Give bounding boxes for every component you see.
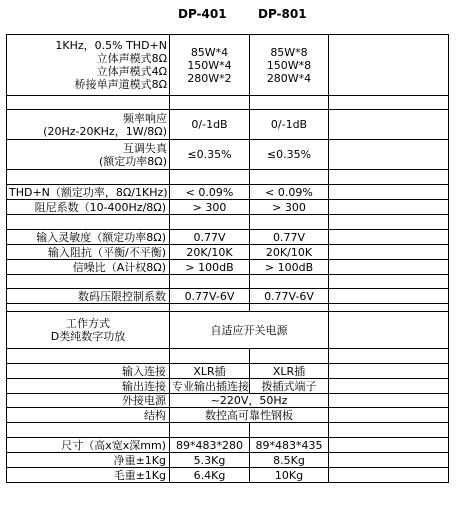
value-dp401: 89*483*280 — [170, 438, 250, 453]
spec-table — [6, 34, 449, 483]
cell-line: 85W*4 — [190, 45, 229, 59]
empty-cell — [250, 215, 329, 230]
empty-cell — [329, 170, 449, 185]
empty-cell — [329, 379, 449, 394]
empty-cell — [7, 304, 170, 312]
empty-cell — [7, 170, 170, 185]
cell-line: 280W*4 — [266, 71, 312, 85]
spec-row — [7, 364, 449, 379]
value-dp801: 拨插式端子 — [250, 379, 329, 394]
empty-cell — [329, 260, 449, 275]
empty-cell — [170, 170, 250, 185]
spec-label: 结构 — [7, 408, 170, 423]
spec-label — [7, 35, 170, 96]
spec-label: 净重±1Kg — [7, 453, 170, 468]
cell-line: 1KHz，0.5% THD+N — [55, 39, 167, 52]
spec-row — [7, 438, 449, 453]
cell-line: 0/-1dB — [191, 118, 228, 131]
empty-cell — [329, 423, 449, 438]
empty-cell — [329, 245, 449, 260]
value-dp401: 5.3Kg — [170, 453, 250, 468]
cell-line: 频率响应 — [123, 111, 167, 125]
cell-line: 150W*8 — [266, 58, 312, 72]
value-dp401 — [170, 110, 250, 140]
empty-cell — [7, 349, 170, 364]
value-dp401: < 0.09% — [170, 185, 250, 200]
value-dp801: XLR插 — [250, 364, 329, 379]
value-dp801: 10Kg — [250, 468, 329, 483]
cell-line: 工作方式 — [66, 317, 110, 330]
value-dp801 — [250, 140, 329, 170]
spec-label: 数码压限控制系数 — [7, 289, 170, 304]
spec-row — [7, 453, 449, 468]
cell-line: 立体声模式8Ω — [96, 52, 167, 65]
cell-line: (额定功率8Ω) — [99, 154, 167, 168]
cell-line: 85W*8 — [270, 45, 308, 59]
cell-line: 立体声模式4Ω — [96, 65, 167, 78]
empty-cell — [329, 230, 449, 245]
empty-cell — [7, 96, 170, 110]
value-dp801: 0.77V — [250, 230, 329, 245]
spec-label — [7, 140, 170, 170]
value-dp401: 0.77V — [170, 230, 250, 245]
value-dp401 — [170, 140, 250, 170]
value-dp401: 专业输出插连接 — [170, 379, 250, 394]
spec-label: 阻尼系数（10-400Hz/8Ω) — [7, 200, 170, 215]
empty-cell — [329, 35, 449, 96]
empty-cell — [329, 96, 449, 110]
spec-label — [7, 312, 170, 349]
empty-cell — [7, 423, 170, 438]
spec-label: 输出连接 — [7, 379, 170, 394]
empty-cell — [170, 349, 250, 364]
spec-row — [7, 245, 449, 260]
cell-line: 280W*2 — [187, 71, 232, 85]
spec-row — [7, 110, 449, 140]
spec-row — [7, 185, 449, 200]
cell-line: 桥接单声道模式8Ω — [74, 78, 167, 91]
spec-label — [7, 110, 170, 140]
empty-cell — [250, 275, 329, 289]
spec-label: 输入阻抗（平衡/不平衡) — [7, 245, 170, 260]
empty-cell — [170, 275, 250, 289]
spacer-row — [7, 96, 449, 110]
spec-label: 输入连接 — [7, 364, 170, 379]
empty-cell — [7, 215, 170, 230]
spacer-row — [7, 423, 449, 438]
spec-row — [7, 140, 449, 170]
empty-cell — [170, 304, 250, 312]
spec-label: 输入灵敏度（额定功率8Ω) — [7, 230, 170, 245]
value-dp401: > 100dB — [170, 260, 250, 275]
empty-cell — [170, 96, 250, 110]
spec-row — [7, 394, 449, 408]
empty-cell — [329, 394, 449, 408]
value-dp801: < 0.09% — [250, 185, 329, 200]
spec-label: 尺寸（高x宽x深mm) — [7, 438, 170, 453]
empty-cell — [250, 423, 329, 438]
value-dp401: 0.77V-6V — [170, 289, 250, 304]
spec-row — [7, 468, 449, 483]
spacer-row — [7, 349, 449, 364]
spacer-row — [7, 170, 449, 185]
empty-cell — [329, 110, 449, 140]
empty-cell — [170, 215, 250, 230]
empty-cell — [329, 140, 449, 170]
spec-label: 外接电源 — [7, 394, 170, 408]
empty-cell — [250, 349, 329, 364]
value-dp801: 8.5Kg — [250, 453, 329, 468]
spec-row — [7, 35, 449, 96]
empty-cell — [329, 468, 449, 483]
spec-row — [7, 312, 449, 349]
shared-value: ~220V，50Hz — [170, 394, 329, 408]
spec-row — [7, 408, 449, 423]
cell-line: 互调失真 — [123, 141, 167, 155]
value-dp401 — [170, 35, 250, 96]
value-dp401: > 300 — [170, 200, 250, 215]
value-dp801 — [250, 35, 329, 96]
empty-cell — [329, 289, 449, 304]
value-dp801 — [250, 110, 329, 140]
spec-row — [7, 230, 449, 245]
empty-cell — [329, 185, 449, 200]
cell-line: ≤0.35% — [187, 148, 232, 161]
value-dp401: 20K/10K — [170, 245, 250, 260]
empty-cell — [329, 364, 449, 379]
spec-label: THD+N（额定功率，8Ω/1KHz) — [7, 185, 170, 200]
value-dp401: 6.4Kg — [170, 468, 250, 483]
empty-cell — [329, 438, 449, 453]
spacer-row — [7, 215, 449, 230]
model-header-dp801: DP-801 — [258, 7, 307, 21]
spec-row — [7, 260, 449, 275]
cell-line: 0/-1dB — [270, 118, 308, 131]
empty-cell — [329, 275, 449, 289]
shared-value: 数控高可靠性钢板 — [170, 408, 329, 423]
spacer-row — [7, 275, 449, 289]
value-dp401: XLR插 — [170, 364, 250, 379]
value-dp801: 20K/10K — [250, 245, 329, 260]
empty-cell — [329, 408, 449, 423]
cell-line: D类纯数字功放 — [50, 330, 126, 343]
value-dp801: 0.77V-6V — [250, 289, 329, 304]
empty-cell — [250, 170, 329, 185]
spec-row — [7, 289, 449, 304]
empty-cell — [329, 349, 449, 364]
empty-cell — [329, 304, 449, 312]
cell-line: 150W*4 — [187, 58, 232, 72]
empty-cell — [329, 453, 449, 468]
empty-cell — [7, 275, 170, 289]
spec-label: 信噪比（A计权8Ω) — [7, 260, 170, 275]
empty-cell — [329, 312, 449, 349]
spacer-row — [7, 304, 449, 312]
value-dp801: > 300 — [250, 200, 329, 215]
value-dp801: > 100dB — [250, 260, 329, 275]
cell-line: (20Hz-20KHz，1W/8Ω) — [43, 124, 167, 138]
empty-cell — [329, 215, 449, 230]
value-dp801: 89*483*435 — [250, 438, 329, 453]
model-header-dp401: DP-401 — [178, 7, 227, 21]
empty-cell — [329, 200, 449, 215]
spec-label: 毛重±1Kg — [7, 468, 170, 483]
spec-row — [7, 379, 449, 394]
empty-cell — [250, 96, 329, 110]
spec-row — [7, 200, 449, 215]
empty-cell — [170, 423, 250, 438]
empty-cell — [250, 304, 329, 312]
cell-line: ≤0.35% — [266, 148, 312, 161]
shared-value: 自适应开关电源 — [170, 312, 329, 349]
